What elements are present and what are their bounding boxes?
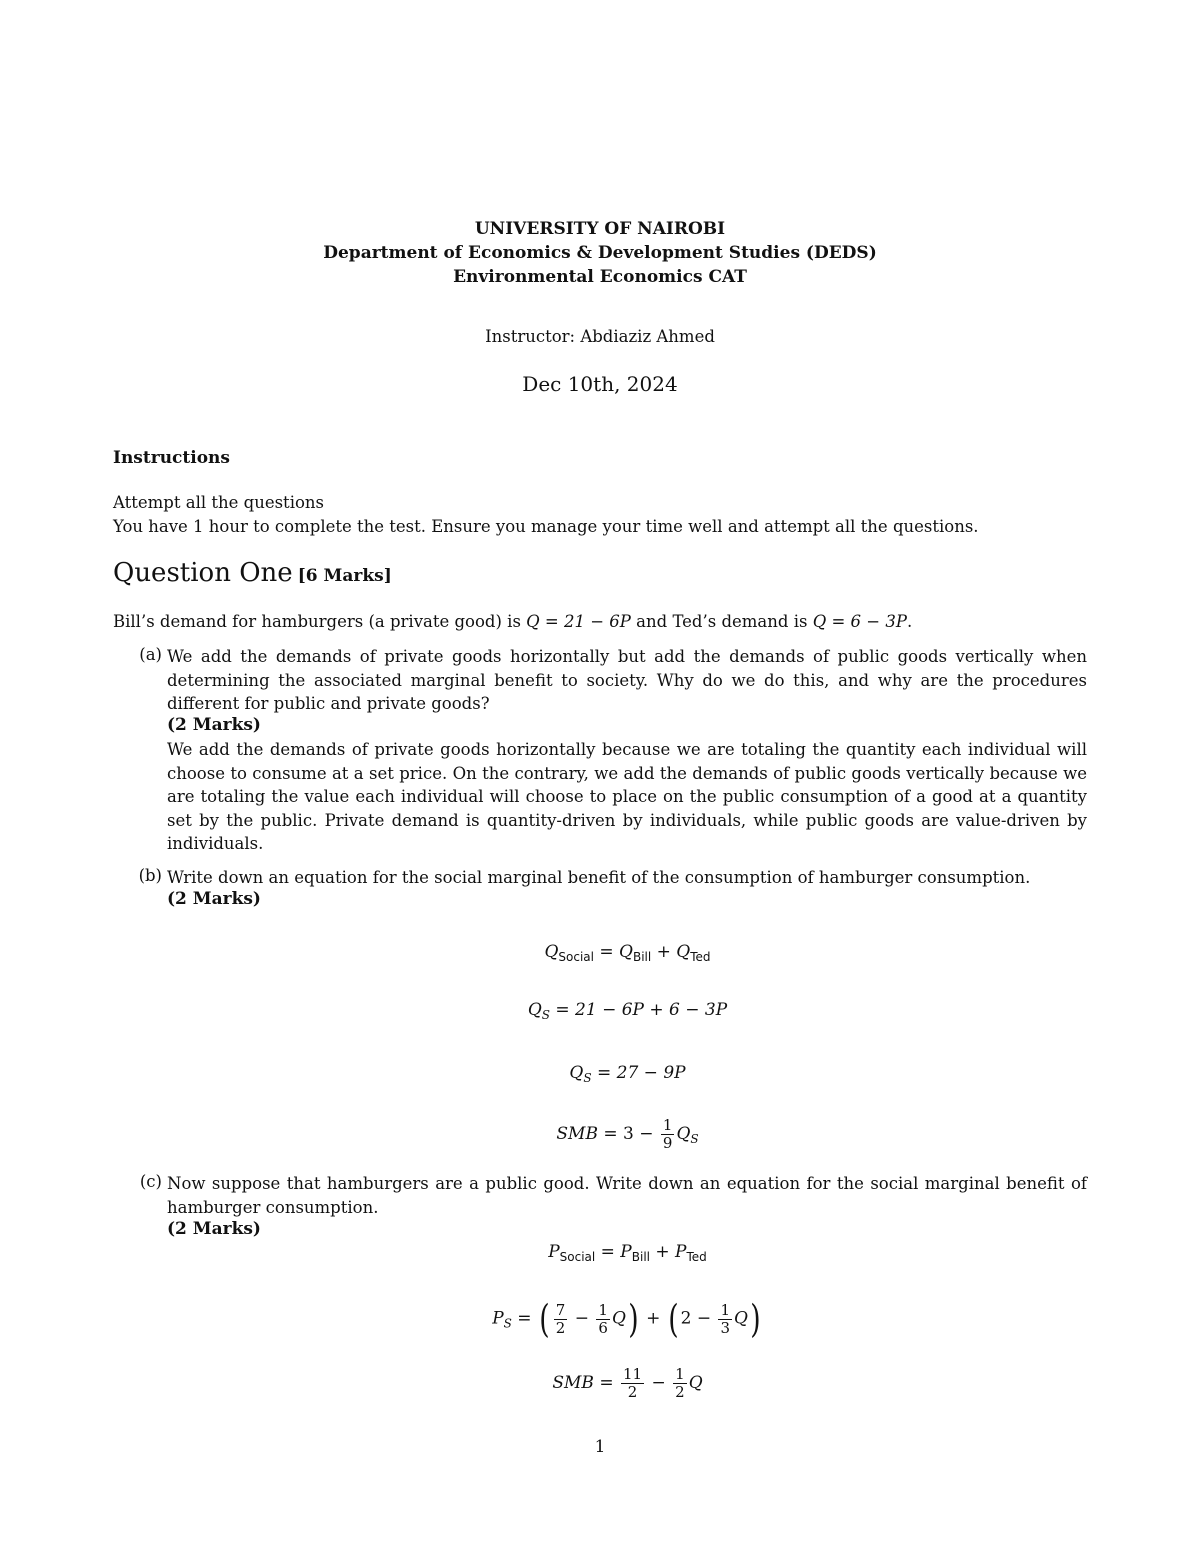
equation-c3: SMB = $\frac{11}{2}$ − $\frac{1}{2}$ Q	[552, 1365, 703, 1401]
eq-c2-fraction-3	[718, 1302, 732, 1337]
eq-c1-lhs-sub: Social	[559, 1250, 596, 1264]
eq-b3-rhs: 27 − 9P	[616, 1063, 686, 1083]
eq-c3-f2-num: 1	[675, 1365, 685, 1383]
eq-c3-f2-den: 2	[675, 1383, 685, 1401]
part-a-marks: (2 Marks)	[167, 715, 261, 735]
page-number: 1	[594, 1437, 606, 1457]
eq-b4-num: 1	[662, 1116, 673, 1134]
instructor-line: Instructor: Abdiaziz Ahmed	[485, 327, 715, 346]
department-title: Department of Economics & Development Studies (DEDS)	[323, 243, 877, 263]
eq-b2-rhs: 21 − 6P + 6 − 3P	[575, 1000, 728, 1020]
instructions-line-1: Attempt all the questions	[113, 493, 324, 512]
question-one-title: Question One	[113, 558, 293, 588]
part-c-question: Now suppose that hamburgers are a public good. Write down an equation for the social marginal benefit of hamburger consumption.	[167, 1174, 1087, 1217]
eq-b1-term-a: Q	[619, 942, 633, 962]
eq-c1-term-b: P	[675, 1242, 687, 1262]
eq-c3-lhs: SMB	[552, 1373, 594, 1393]
equation-b4: SMB = 3 − $\frac{1}{9}$ $Q_S$	[556, 1116, 699, 1152]
eq-b4-var: Q	[676, 1124, 691, 1144]
eq-b3-lhs-sub: S	[583, 1071, 592, 1085]
eq-b4-fraction	[661, 1117, 675, 1152]
eq-b4-const: 3	[623, 1124, 634, 1144]
eq-c1-lhs: P	[548, 1242, 560, 1262]
eq-c1-term-b-sub: Ted	[686, 1250, 707, 1264]
part-b-marks: (2 Marks)	[167, 889, 261, 909]
right-paren: )	[628, 1297, 639, 1341]
eq-c2-f1-num: 7	[555, 1300, 566, 1319]
eq-b1-term-a-sub: Bill	[632, 950, 652, 964]
part-b-label: (b)	[138, 866, 162, 885]
equation-c1: $P_{Social} = P_{Bill} + P_{Ted}$	[548, 1242, 707, 1264]
eq-c2-f3-num: 1	[720, 1300, 731, 1319]
instructions-heading: Instructions	[113, 448, 230, 468]
left-paren: (	[539, 1297, 550, 1341]
eq-c2-fraction-2	[596, 1302, 610, 1337]
eq-c3-var: Q	[688, 1373, 703, 1393]
ted-demand-equation: Q = 6 − 3P	[812, 612, 907, 631]
eq-c2-f3-den: 3	[720, 1318, 731, 1337]
equation-c2: $P_S$ = ( $\frac{7}{2}$ − $\frac{1}{6}$ Q) + ( 2 − $\frac{1}{3}$ Q)	[492, 1297, 761, 1341]
part-a-question: We add the demands of private goods horizontally but add the demands of public goods vertically when determining the associated marginal benefit to society. Why do we do this, and why are the procedures different for public and private goods?	[167, 647, 1087, 713]
intro-suffix: .	[906, 612, 913, 631]
eq-c2-var-2: Q	[734, 1308, 748, 1329]
eq-c3-f1-num: 11	[622, 1365, 643, 1383]
eq-b1-term-b: Q	[676, 942, 691, 962]
part-c-label: (c)	[139, 1172, 162, 1191]
eq-c3-fraction-1	[621, 1366, 644, 1401]
right-paren: )	[750, 1297, 761, 1341]
bill-demand-equation: Q = 21 − 6P	[526, 612, 631, 631]
eq-c2-var-1: Q	[611, 1308, 626, 1329]
part-b-question: Write down an equation for the social marginal benefit of the consumption of hamburger consumption.	[167, 868, 1031, 887]
eq-c2-fraction-1	[554, 1302, 568, 1337]
eq-c1-term-a-sub: Bill	[631, 1250, 650, 1264]
eq-b4-var-sub: S	[690, 1132, 699, 1146]
instructions-line-2: You have 1 hour to complete the test. Ensure you manage your time well and attempt all the questions.	[113, 517, 979, 536]
intro-prefix: Bill’s demand for hamburgers (a private good) is	[113, 612, 527, 631]
eq-c2-f1-den: 2	[555, 1318, 566, 1337]
eq-c2-const: 2	[680, 1308, 692, 1329]
eq-b3-lhs: Q	[569, 1063, 584, 1083]
eq-c3-fraction-2	[673, 1366, 687, 1401]
exam-date: Dec 10th, 2024	[522, 372, 678, 396]
question-one-heading	[113, 558, 392, 588]
part-a-label: (a)	[139, 645, 162, 664]
question-one-marks: [6 Marks]	[297, 566, 392, 586]
equation-b1: $Q_{Social} = Q_{Bill} + Q_{Ted}$	[544, 942, 711, 964]
eq-b1-lhs-sub: Social	[558, 950, 594, 964]
equation-b3: $Q_S = 27 - 9P$	[569, 1063, 686, 1085]
intro-middle: and Ted’s demand is	[630, 612, 813, 631]
eq-b4-lhs: SMB	[556, 1124, 598, 1144]
eq-b4-den: 9	[662, 1134, 673, 1152]
eq-b2-lhs-sub: S	[541, 1008, 550, 1022]
eq-b1-term-b-sub: Ted	[690, 950, 711, 964]
eq-c1-term-a: P	[620, 1242, 632, 1262]
question-one-intro	[113, 610, 912, 634]
eq-c2-lhs-sub: S	[503, 1316, 512, 1331]
part-c-marks: (2 Marks)	[167, 1219, 261, 1239]
eq-c2-f2-num: 1	[598, 1300, 608, 1319]
eq-b2-lhs: Q	[527, 1000, 542, 1020]
part-a-answer: We add the demands of private goods horizontally because we are totaling the quantity each individual will choose to consume at a set price. On the contrary, we add the demands of public goods vertically because we are totaling the value each individual will choose to place on the public consumption of a good at a quantity set by the public. Private demand is quantity-driven by individuals, while public goods are value-driven by individuals.	[167, 740, 1087, 853]
course-title: Environmental Economics CAT	[453, 267, 747, 287]
eq-c2-f2-den: 6	[598, 1318, 608, 1337]
eq-c2-lhs: P	[492, 1308, 504, 1329]
eq-c3-f1-den: 2	[627, 1383, 638, 1401]
left-paren: (	[667, 1297, 679, 1341]
eq-b1-lhs: Q	[544, 942, 559, 962]
university-title: UNIVERSITY OF NAIROBI	[474, 219, 726, 239]
equation-b2: $Q_S = 21 - 6P + 6 - 3P$	[527, 1000, 728, 1022]
